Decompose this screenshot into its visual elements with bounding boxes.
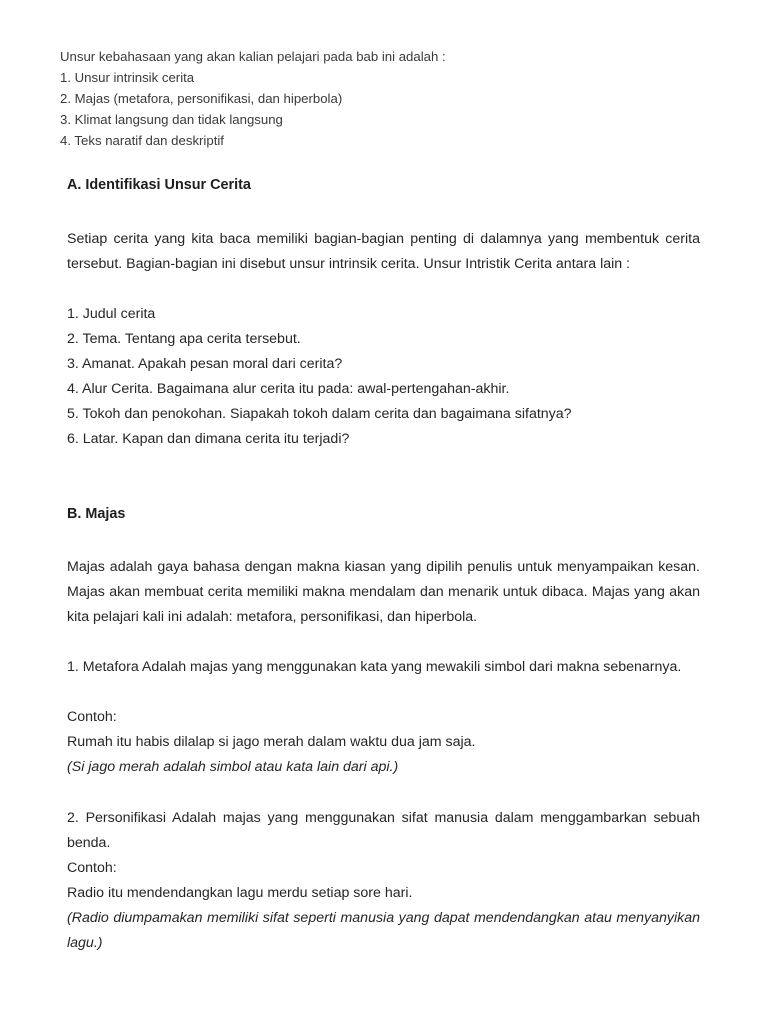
list-item: 5. Tokoh dan penokohan. Siapakah tokoh dalam cerita dan bagaimana sifatnya? xyxy=(67,406,572,422)
metafora-note: (Si jago merah adalah simbol atau kata lain dari api.) xyxy=(67,759,399,775)
list-item: 1. Judul cerita xyxy=(67,306,156,322)
metafora-example-label: Contoh: xyxy=(67,709,117,725)
section-a-paragraph: Setiap cerita yang kita baca memiliki bagian-bagian penting di dalamnya yang membentuk cerita tersebut. Bagian-bagian ini disebut unsur intrinsik cerita. Unsur Intristik Cerita antara lain : xyxy=(67,231,700,272)
intro-block xyxy=(60,46,700,151)
metafora-definition: 1. Metafora Adalah majas yang menggunakan kata yang mewakili simbol dari makna sebenarnya. xyxy=(67,659,682,675)
section-b-paragraph: Majas adalah gaya bahasa dengan makna kiasan yang dipilih penulis untuk menyampaikan kesan. Majas akan membuat cerita memiliki makna mendalam dan menarik untuk dibaca. Majas yang akan kita pelajari kali ini adalah: metafora, personifikasi, dan hiperbola. xyxy=(67,559,700,625)
personifikasi-example: Radio itu mendendangkan lagu merdu setiap sore hari. xyxy=(67,885,413,901)
personifikasi-definition: 2. Personifikasi Adalah majas yang menggunakan sifat manusia dalam menggambarkan sebuah benda. xyxy=(67,810,700,851)
list-item: 3. Amanat. Apakah pesan moral dari cerita? xyxy=(67,356,343,372)
section-b-heading: B. Majas xyxy=(67,506,126,522)
personifikasi-note: (Radio diumpamakan memiliki sifat seperti manusia yang dapat mendendangkan atau menyanyikan lagu.) xyxy=(67,910,700,951)
metafora-example: Rumah itu habis dilalap si jago merah dalam waktu dua jam saja. xyxy=(67,734,476,750)
list-item: 4. Alur Cerita. Bagaimana alur cerita itu pada: awal-pertengahan-akhir. xyxy=(67,381,510,397)
personifikasi-example-label: Contoh: xyxy=(67,860,117,876)
intro-item: 4. Teks naratif dan deskriptif xyxy=(60,133,224,148)
intro-item: 3. Klimat langsung dan tidak langsung xyxy=(60,112,283,127)
list-item: 6. Latar. Kapan dan dimana cerita itu terjadi? xyxy=(67,431,350,447)
section-a-heading: A. Identifikasi Unsur Cerita xyxy=(67,177,251,193)
list-item: 2. Tema. Tentang apa cerita tersebut. xyxy=(67,331,301,347)
intro-item: 2. Majas (metafora, personifikasi, dan hiperbola) xyxy=(60,91,343,106)
intro-lead: Unsur kebahasaan yang akan kalian pelajari pada bab ini adalah : xyxy=(60,49,446,64)
intro-item: 1. Unsur intrinsik cerita xyxy=(60,70,195,85)
